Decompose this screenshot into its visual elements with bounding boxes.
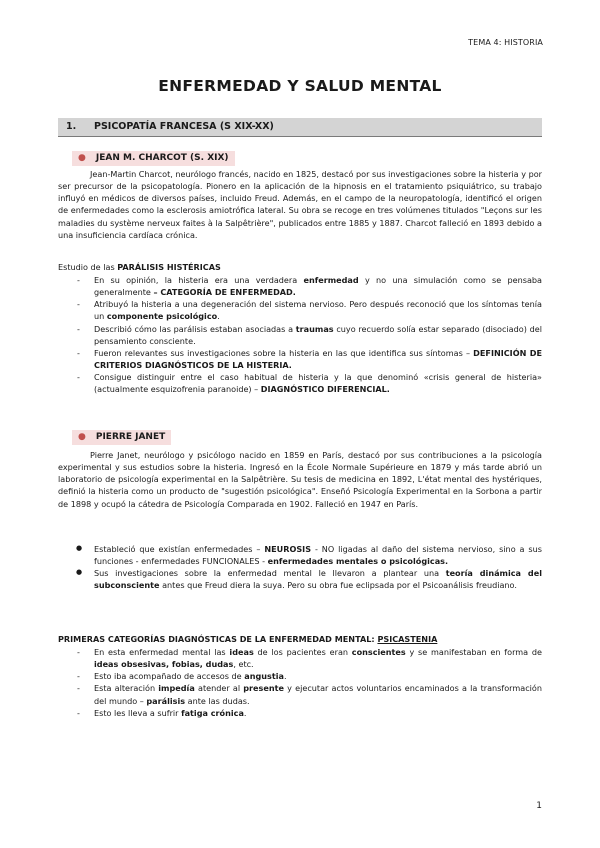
study-bold: PARÁLISIS HISTÉRICAS [117, 262, 221, 272]
list-item: ● Sus investigaciones sobre la enfermedad mental le llevaron a plantear una teoría dinámica del subconsciente antes que Freud diera la suya. Pero su obra fue eclipsada por el Psicoanálisis freudiano. [58, 567, 542, 591]
janet-list [58, 543, 542, 592]
list-item: - Esta alteración impedía atender al presente y ejecutar actos voluntarios encaminados a la transformación del mundo – parálisis ante las dudas. [58, 682, 542, 706]
list-item: - Describió cómo las parálisis estaban asociadas a traumas cuyo recuerdo solía estar separado (disociado) del pensamiento consciente. [58, 323, 542, 347]
list-item: - En su opinión, la histeria era una verdadera enfermedad y no una simulación como se pensaba generalmente – CATEGORÍA DE ENFERMEDAD. [58, 274, 542, 298]
charcot-list [58, 274, 542, 395]
running-header: TEMA 4: HISTORIA [468, 38, 543, 47]
charcot-study-line [58, 261, 542, 273]
subheading-charcot-text: JEAN M. CHARCOT (S. XIX) [95, 153, 229, 163]
list-item: ● Estableció que existían enfermedades – NEUROSIS - NO ligadas al daño del sistema nervioso, sino a sus funciones - enfermedades FUNCIONALES - enfermedades mentales o psicológicas. [58, 543, 542, 567]
section-number: 1. [66, 121, 77, 132]
list-item: - Consigue distinguir entre el caso habitual de histeria y la que denominó «crisis general de histeria» (actualmente esquizofrenia paranoide) – DIAGNÓSTICO DIFERENCIAL. [58, 371, 542, 395]
subheading-janet [72, 430, 171, 445]
janet-bio [58, 449, 542, 510]
categories-heading: PRIMERAS CATEGORÍAS DIAGNÓSTICAS DE LA ENFERMEDAD MENTAL: PSICASTENIA [58, 634, 438, 644]
subheading-charcot [72, 151, 235, 166]
psicastenia-term: PSICASTENIA [377, 634, 438, 644]
list-item: - Esto iba acompañado de accesos de angustia. [58, 670, 542, 682]
bullet-icon: ● [78, 153, 86, 163]
list-item: - En esta enfermedad mental las ideas de los pacientes eran conscientes y se manifestaban en forma de ideas obsesivas, fobias, dudas, etc. [58, 646, 542, 670]
list-item: - Atribuyó la histeria a una degeneración del sistema nervioso. Pero después reconoció que los síntomas tenía un componente psicológico. [58, 298, 542, 322]
categories-list [58, 646, 542, 719]
section-title: PSICOPATÍA FRANCESA (S XIX-XX) [94, 121, 274, 132]
janet-bio-text: Pierre Janet, neurólogo y psicólogo nacido en 1859 en París, destacó por sus contribuciones a la psicología experimental y sus estudios sobre la histeria. Ingresó en la École Normale Supérieure en 1879 y más tarde abrió un laboratorio de psicología experimental en la Salpêtrière. Su tesis de medicina en 1892, L'état mental des hystériques, definió la histeria como un producto de "sugestión psicológica". Enseñó Psicología Experimental en la Sorbona a partir de 1898 y ocupó la cátedra de Psicología Comparada en 1902. Falleció en 1947 en París. [58, 450, 542, 509]
section-heading [58, 118, 542, 137]
charcot-bio [58, 168, 542, 241]
list-item: - Fueron relevantes sus investigaciones sobre la histeria en las que identifica sus síntomas – DEFINICIÓN DE CRITERIOS DIAGNÓSTICOS DE LA HISTERIA. [58, 347, 542, 371]
page-number: 1 [536, 801, 542, 811]
study-prefix: Estudio de las [58, 262, 118, 272]
subheading-janet-text: PIERRE JANET [95, 432, 166, 442]
bullet-icon: ● [78, 432, 86, 442]
charcot-bio-text: Jean-Martin Charcot, neurólogo francés, nacido en 1825, destacó por sus investigaciones sobre la histeria y por ser precursor de la psicopatología. Pionero en la aplicación de la hipnosis en el tratamiento psiquiátrico, su trabajo influyó en médicos de diversos países, incluido Freud. Además, en el campo de la neuropatología, identificó el origen de enfermedades como la esclerosis amiotrófica lateral. Su obra se recoge en tres volúmenes titulados "Leçons sur les maladies du système nerveux faites à la Salpêtrière", publicados entre 1885 y 1887. Charcot falleció en 1893 debido a una insuficiencia cardíaca crónica. [58, 169, 542, 240]
page-title: ENFERMEDAD Y SALUD MENTAL [158, 77, 442, 95]
list-item: - Esto les lleva a sufrir fatiga crónica. [58, 707, 542, 719]
